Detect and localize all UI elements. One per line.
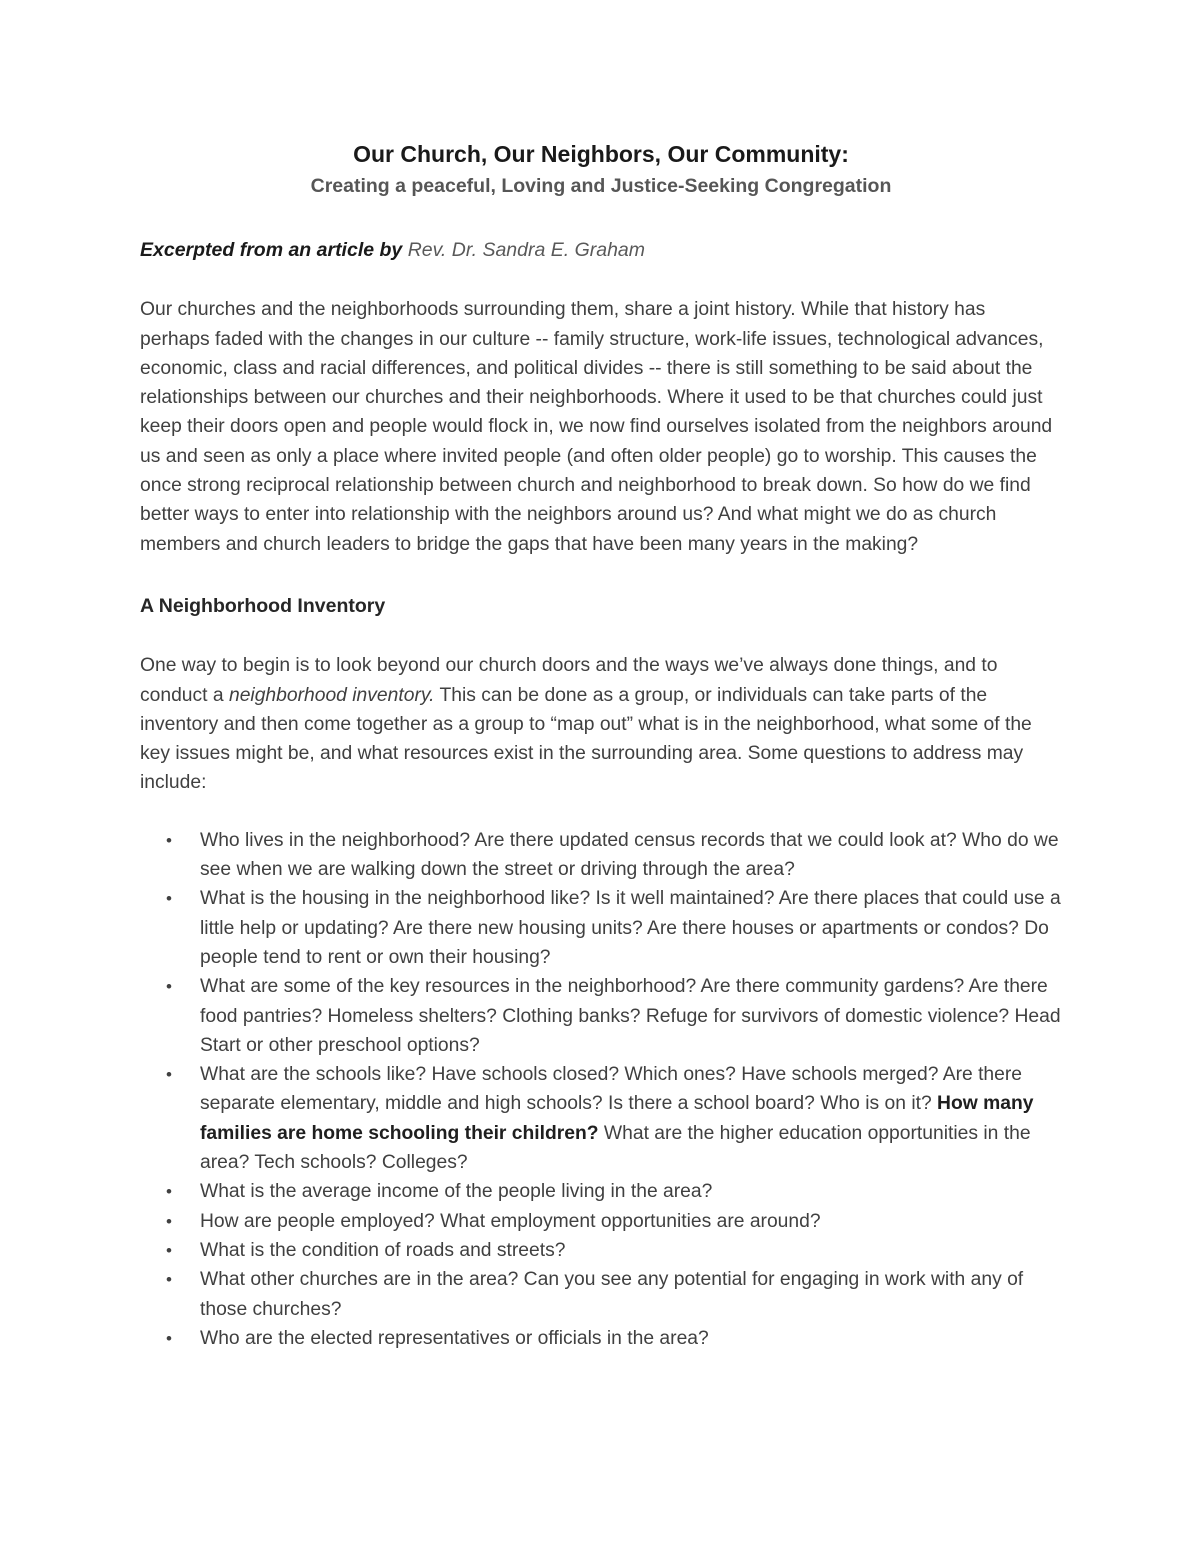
bullet-icon: • (166, 1270, 172, 1290)
list-item-text: What are the schools like? Have schools closed? Which ones? Have schools merged? Are there separate elementary, middle and high schools? Is there a school board? Who is on it? (200, 1064, 1023, 1115)
list-item-bold-text: How many families are home schooling their children? (200, 1093, 1034, 1144)
inventory-paragraph-italic-run: neighborhood inventory. (228, 684, 435, 706)
list-item-text: What is the condition of roads and streets? (200, 1239, 566, 1261)
intro-paragraph: Our churches and the neighborhoods surrounding them, share a joint history. While that history has perhaps faded with the changes in our culture -- family structure, work-life issues, technological advances, economic, class and racial differences, and political divides -- there is still something to be said about the relationships between our churches and their neighborhoods. Where it used to be that churches could just keep their doors open and people would flock in, we now find ourselves isolated from the neighbors around us and seen as only a place where invited people (and often older people) go to worship. This causes the once strong reciprocal relationship between church and neighborhood to break down. So how do we find better ways to enter into relationship with the neighbors around us? And what might we do as church members and church leaders to bridge the gaps that have been many years in the making? (140, 299, 1053, 555)
bullet-icon: • (166, 889, 172, 909)
list-item (140, 884, 1062, 972)
bullet-icon: • (166, 1240, 172, 1260)
bullet-icon: • (166, 830, 172, 850)
list-item (140, 1207, 1062, 1236)
bullet-icon: • (166, 1182, 172, 1202)
list-item-text: What are some of the key resources in the neighborhood? Are there community gardens? Are there food pantries? Homeless shelters? Clothing banks? Refuge for survivors of domestic violence? Head Start or other preschool options? (200, 976, 1061, 1056)
list-item-text: What other churches are in the area? Can you see any potential for engaging in work with any of those churches? (200, 1269, 1024, 1320)
list-item (140, 1060, 1062, 1177)
inventory-paragraph (140, 651, 1060, 797)
bullet-icon: • (166, 977, 172, 997)
list-item-text: What are the higher education opportunities in the area? Tech schools? Colleges? (200, 1122, 1031, 1174)
list-item (140, 1265, 1062, 1324)
bullet-icon: • (166, 1211, 172, 1231)
inventory-paragraph-run: This can be done as a group, or individuals can take parts of the inventory and then come together as a group to “map out” what is in the neighborhood, what some of the key issues might be, and what resources exist in the surrounding area. Some questions to address may include: (140, 684, 1032, 794)
list-item (140, 972, 1062, 1060)
document-subtitle: Creating a peaceful, Loving and Justice-Seeking Congregation (310, 175, 892, 197)
list-item (140, 1177, 1062, 1206)
list-item-text: What is the housing in the neighborhood like? Is it well maintained? Are there places that could use a little help or updating? Are there new housing units? Are there houses or apartments or condos? Do people tend to rent or own their housing? (200, 888, 1061, 968)
list-item-text: What is the average income of the people living in the area? (200, 1181, 713, 1203)
list-item-text: Who are the elected representatives or officials in the area? (200, 1327, 709, 1349)
byline (140, 236, 1062, 265)
inventory-question-list (140, 826, 1062, 1353)
list-item (140, 1324, 1062, 1353)
byline-author: Rev. Dr. Sandra E. Graham (407, 239, 646, 261)
list-item-text: How are people employed? What employment opportunities are around? (200, 1210, 821, 1232)
list-item (140, 826, 1062, 885)
byline-prefix: Excerpted from an article by (140, 239, 408, 261)
document-title: Our Church, Our Neighbors, Our Community: (353, 141, 849, 167)
bullet-icon: • (166, 1065, 172, 1085)
list-item (140, 1236, 1062, 1265)
list-item-text: Who lives in the neighborhood? Are there updated census records that we could look at? Who do we see when we are walking down the street or driving through the area? (200, 829, 1059, 881)
inventory-paragraph-run: One way to begin is to look beyond our church doors and the ways we’ve always done things, and to conduct a (140, 655, 998, 706)
bullet-icon: • (166, 1328, 172, 1348)
section-heading: A Neighborhood Inventory (140, 594, 386, 617)
